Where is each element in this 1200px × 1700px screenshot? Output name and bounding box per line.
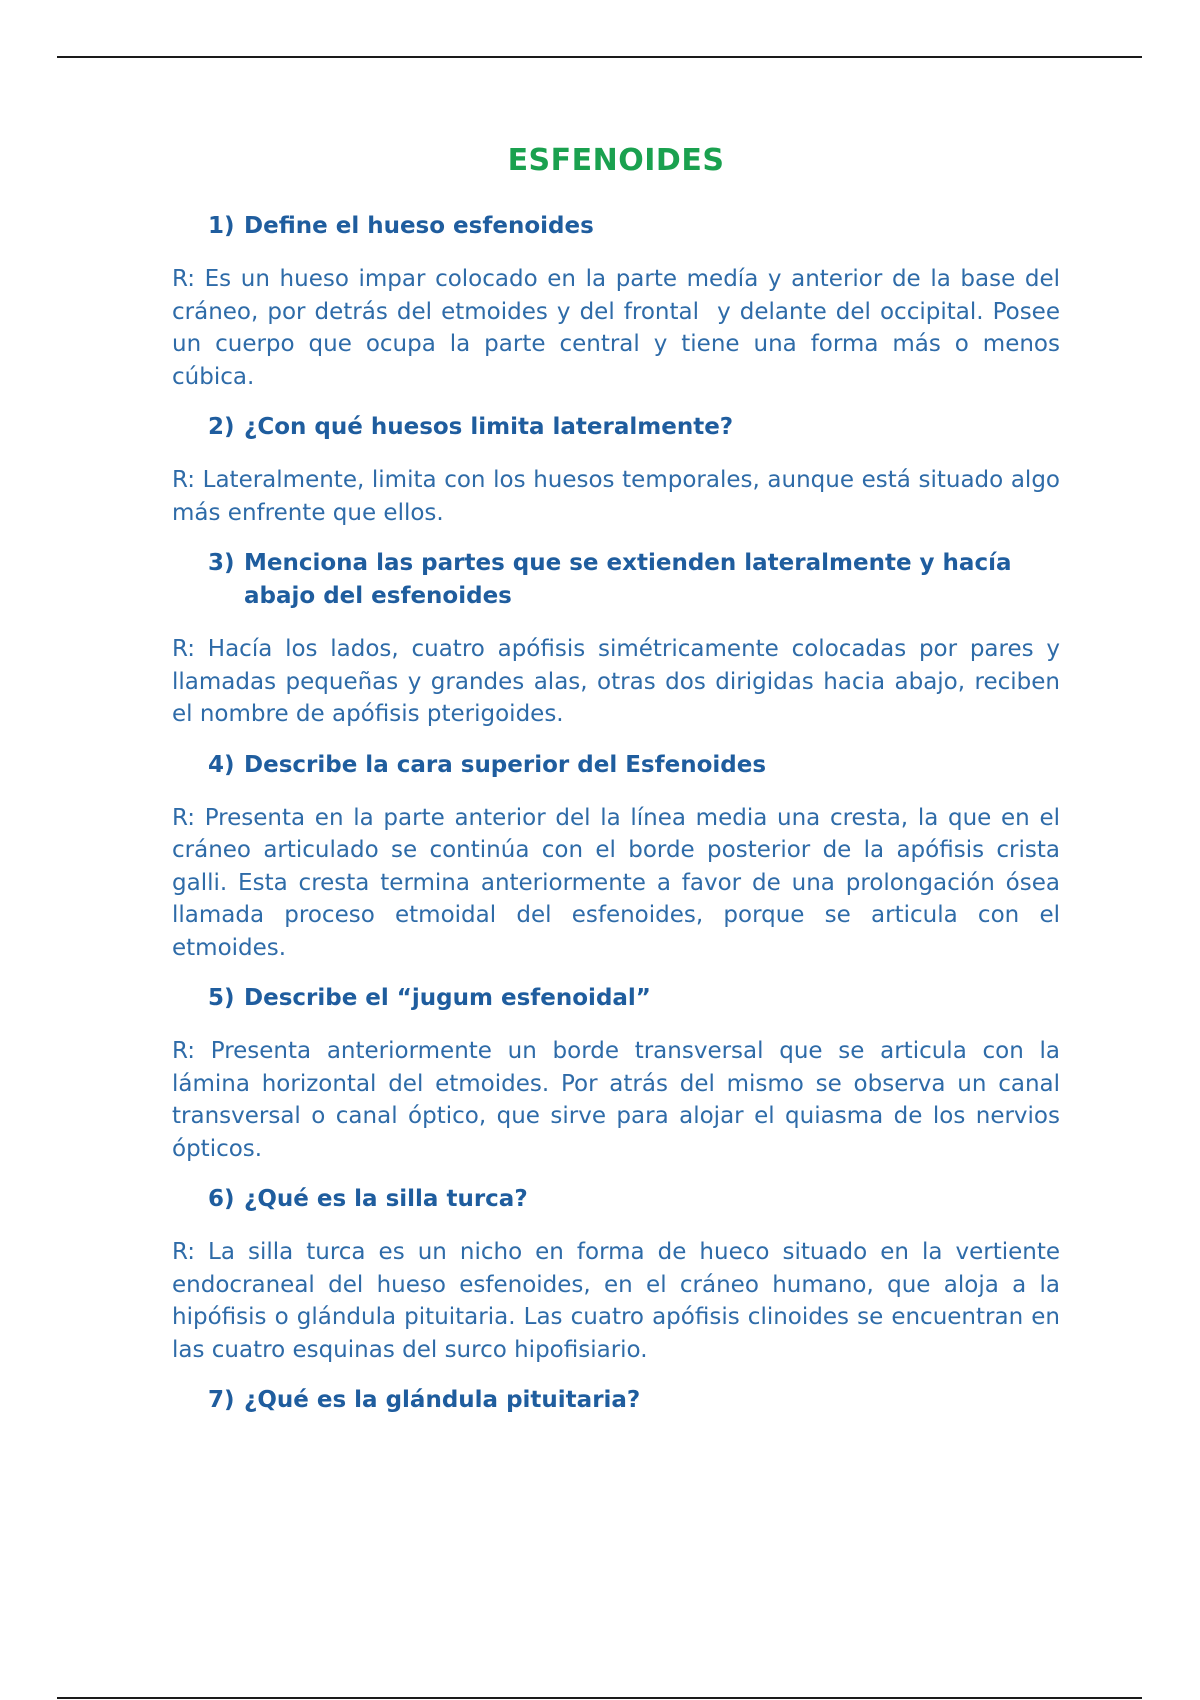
question-heading — [208, 210, 1060, 243]
document-title: ESFENOIDES — [507, 143, 725, 178]
question-number: 1) — [208, 213, 235, 239]
question-text: ¿Qué es la silla turca? — [244, 1186, 528, 1212]
question-text: ¿Con qué huesos limita lateralmente? — [244, 414, 734, 440]
section-1 — [172, 210, 1068, 393]
question-heading — [208, 547, 1060, 613]
question-text: Describe el “jugum esfenoidal” — [244, 985, 651, 1011]
answer-paragraph: R: Presenta anteriormente un borde transversal que se articula con la lámina horizontal del etmoides. Por atrás del mismo se observa un canal transversal o canal óptico, que sirve para alojar el quiasma de los nervios ópticos. — [172, 1038, 1068, 1162]
footer-rule — [57, 1697, 1142, 1699]
question-text: Describe la cara superior del Esfenoides — [244, 751, 767, 778]
answer-paragraph: R: Hacía los lados, cuatro apófisis simétricamente colocadas por pares y llamadas pequeñas y grandes alas, otras dos dirigidas hacia abajo, reciben el nombre de apófisis pterigoides. — [172, 636, 1068, 727]
question-text: ¿Qué es la glándula pituitaria? — [244, 1387, 641, 1413]
question-text: Define el hueso esfenoides — [244, 213, 594, 239]
answer-paragraph: R: Presenta en la parte anterior del la línea media una cresta, la que en el cráneo articulado se continúa con el borde posterior de la apófisis crista galli. Esta cresta termina anteriormente a favor de una prolongación ósea llamada proceso etmoidal del esfenoides, porque se articula con el etmoides. — [172, 804, 1068, 961]
question-text: Menciona las partes que se extienden lateralmente y hacía abajo del esfenoides — [244, 550, 1012, 609]
answer-paragraph: R: Lateralmente, limita con los huesos temporales, aunque está situado algo más enfrente que ellos. — [172, 467, 1068, 526]
question-heading — [208, 411, 1060, 444]
question-heading — [208, 1183, 1060, 1216]
section-4 — [172, 749, 1068, 965]
question-number: 6) — [208, 1186, 235, 1212]
section-2 — [172, 411, 1068, 529]
question-number: 4) — [208, 751, 235, 778]
section-6 — [172, 1183, 1068, 1366]
question-heading — [208, 749, 1060, 782]
question-number: 7) — [208, 1387, 235, 1413]
header-rule — [57, 56, 1142, 58]
question-number: 2) — [208, 414, 235, 440]
section-7 — [172, 1384, 1060, 1417]
section-3 — [172, 547, 1068, 731]
answer-paragraph: R: La silla turca es un nicho en forma de hueco situado en la vertiente endocraneal del hueso esfenoides, en el cráneo humano, que aloja a la hipófisis o glándula pituitaria. Las cuatro apófisis clinoides se encuentran en las cuatro esquinas del surco hipofisiario. — [172, 1239, 1068, 1363]
section-5 — [172, 982, 1068, 1165]
question-number: 3) — [208, 550, 235, 576]
question-heading — [208, 1384, 1060, 1417]
question-number: 5) — [208, 985, 235, 1011]
document-body — [172, 138, 1068, 1437]
question-heading — [208, 982, 1060, 1015]
answer-paragraph: R: Es un hueso impar colocado en la parte medía y anterior de la base del cráneo, por detrás del etmoides y del frontal y delante del occipital. Posee un cuerpo que ocupa la parte central y tiene una forma más o menos cúbica. — [172, 266, 1068, 390]
